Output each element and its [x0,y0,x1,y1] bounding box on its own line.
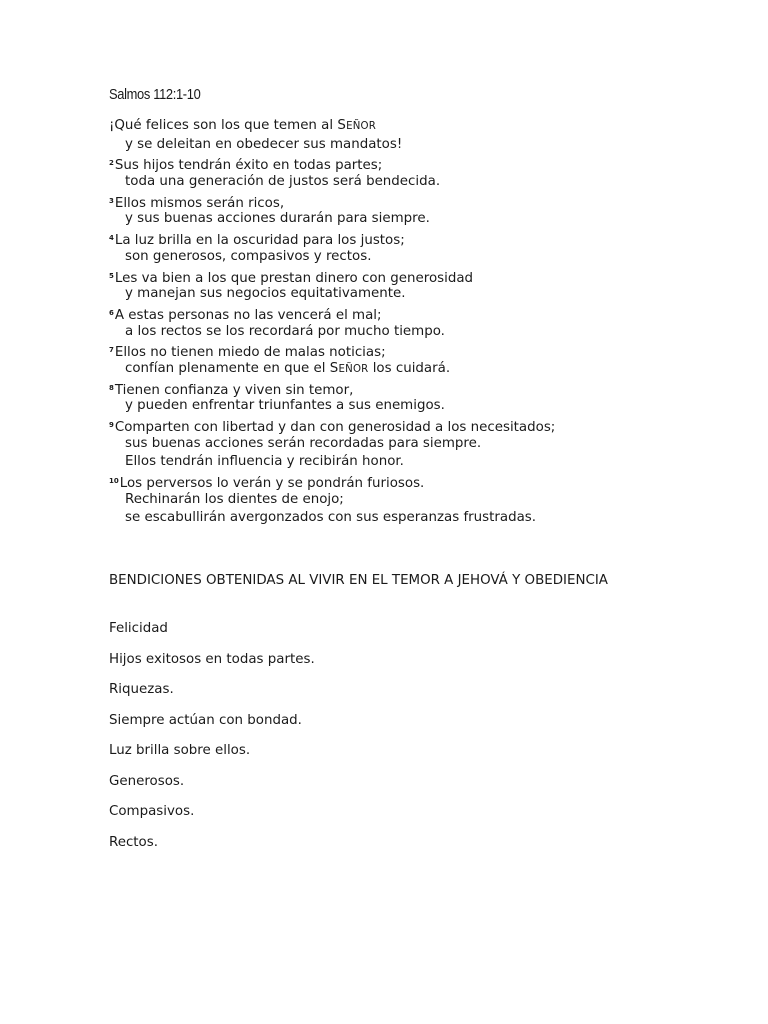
verse-line [109,509,729,528]
verse-text: Comparten con libertad y dan con generosidad a los necesitados; [114,420,556,435]
verse-number: 2 [109,159,114,168]
scripture-reference: Salmos 112:1-10 [109,86,201,103]
verse-text: Los perversos lo verán y se pondrán furiosos. [119,476,425,492]
verse-text: se escabullirán avergonzados con sus esperanzas frustradas. [125,510,537,526]
verse-text: ¡Qué felices son los que temen al [109,118,338,133]
blessing-item: Felicidad [109,621,168,636]
verse-number: 9 [109,421,114,429]
verse-line [109,248,729,267]
verse-text: Sus hijos tendrán éxito en todas partes; [114,158,383,174]
verse-line [109,453,729,472]
verse-text: Ellos mismos serán ricos, [114,195,285,211]
verse-text: La luz brilla en la oscuridad para los justos; [114,233,405,249]
blessing-item: Luz brilla sobre ellos. [109,743,251,758]
verse-text: sus buenas acciones serán recordadas para siempre. [125,435,482,451]
verse-line [109,136,729,155]
verse-line [109,173,729,192]
verse-text: son generosos, compasivos y rectos. [125,248,372,264]
verse-line [109,341,729,360]
verse-text: y pueden enfrentar triunfantes a sus enemigos. [125,398,445,414]
verse-line [109,192,729,211]
blessing-item: Compasivos. [109,804,195,819]
verse-text: Tienen confianza y viven sin temor, [114,382,354,398]
verse-line [109,416,729,435]
divine-name: SEÑOR [337,118,377,133]
verse-line [109,472,729,491]
verse-text: Rechinarán los dientes de enojo; [125,491,344,507]
divine-name: SEÑOR [329,360,369,376]
verse-text: toda una generación de justos será bendecida. [125,174,441,190]
verse-text: A estas personas no las vencerá el mal; [114,307,382,323]
blessing-item: Hijos exitosos en todas partes. [109,651,315,667]
verse-number: 3 [109,196,114,205]
verse-line [109,304,729,323]
verse-line [109,323,729,342]
verse-text: y manejan sus negocios equitativamente. [125,286,406,302]
blessing-item: Generosos. [109,773,185,789]
verse-line [109,360,729,379]
blessing-item: Riquezas. [109,682,174,697]
verse-line [109,154,729,173]
psalm-passage [109,117,729,528]
verse-text: Ellos no tienen miedo de malas noticias; [114,345,386,361]
verse-line [109,491,729,510]
verse-line [109,397,729,416]
verse-number: 10 [109,477,119,486]
verse-line [109,285,729,304]
section-title: BENDICIONES OBTENIDAS AL VIVIR EN EL TEMOR A JEHOVÁ Y OBEDIENCIA [109,573,608,588]
verse-line [109,210,729,229]
verse-text: Les va bien a los que prestan dinero con generosidad [114,270,474,286]
verse-text: y sus buenas acciones durarán para siempre. [125,211,430,227]
verse-number: 8 [109,383,114,392]
verse-line [109,267,729,286]
blessings-list [109,620,315,864]
verse-text: Ellos tendrán influencia y recibirán honor. [125,454,404,470]
verse-number: 4 [109,234,114,243]
verse-line [109,229,729,248]
verse-number: 5 [109,271,114,280]
verse-text: y se deleitan en obedecer sus mandatos! [125,136,403,152]
verse-number: 6 [109,308,114,317]
verse-text: confían plenamente en que el [125,360,330,376]
verse-text: a los rectos se los recordará por mucho tiempo. [125,323,445,339]
blessing-item: Rectos. [109,834,158,850]
verse-line [109,117,729,136]
verse-line [109,379,729,398]
verse-text-after: los cuidará. [368,360,451,376]
blessing-item: Siempre actúan con bondad. [109,712,302,728]
verse-line [109,435,729,454]
verse-number: 7 [109,346,114,355]
